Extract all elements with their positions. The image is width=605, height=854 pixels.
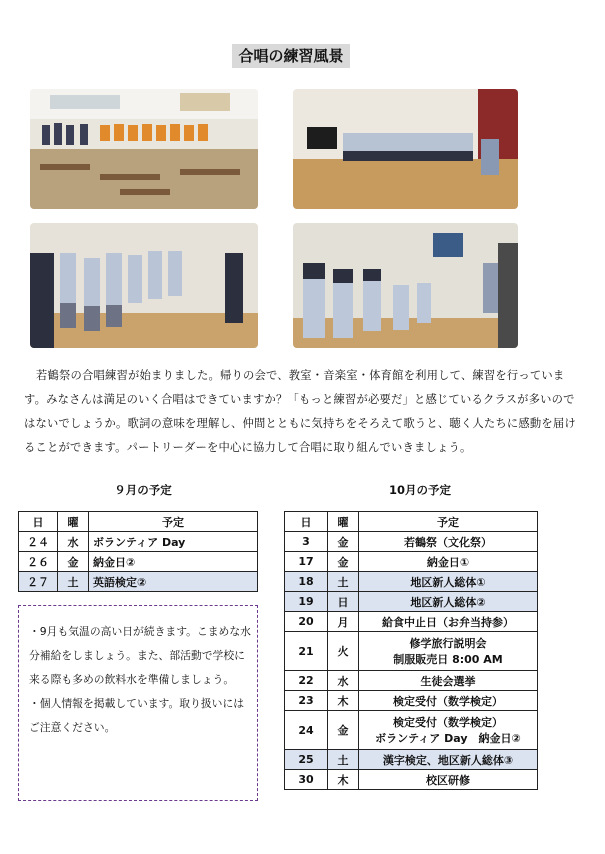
row-event-line2: ボランティア Day 納金日② [375, 732, 521, 745]
table-row [285, 691, 538, 711]
col-day-header: 日 [19, 512, 58, 532]
photo-gym-practice-line [30, 223, 258, 348]
row-event: 漢字検定、地区新人総体③ [359, 750, 538, 770]
row-event: 若鶴祭（文化祭） [359, 532, 538, 552]
row-day: 22 [285, 671, 328, 691]
sept-caption: ９月の予定 [114, 483, 172, 497]
notice-privacy: ・個人情報を掲載しています。取り扱いにはご注意ください。 [29, 697, 245, 734]
row-day: 23 [285, 691, 328, 711]
col-event-header: 予定 [359, 512, 538, 532]
row-dow: 土 [58, 572, 89, 592]
sept-schedule-table [18, 511, 258, 592]
col-day-header: 日 [285, 512, 328, 532]
row-event: 生徒会選挙 [359, 671, 538, 691]
table-row [285, 612, 538, 632]
table-row [19, 532, 258, 552]
row-event [359, 711, 538, 750]
row-dow: 土 [328, 750, 359, 770]
oct-schedule-table [284, 511, 538, 790]
photo-gym-practice-group [293, 223, 518, 348]
row-event: 校区研修 [359, 770, 538, 790]
oct-caption: 10月の予定 [388, 483, 451, 497]
row-dow: 日 [328, 592, 359, 612]
table-row [285, 671, 538, 691]
photo-music-room-practice [293, 89, 518, 209]
row-day: 18 [285, 572, 328, 592]
table-row [285, 750, 538, 770]
table-row [285, 770, 538, 790]
row-event-line2: 制服販売日 8:00 AM [393, 653, 503, 666]
row-dow: 金 [328, 532, 359, 552]
practice-description [24, 364, 582, 460]
row-dow: 木 [328, 691, 359, 711]
col-dow-header: 曜 [328, 512, 359, 532]
row-dow: 火 [328, 632, 359, 671]
row-day: 20 [285, 612, 328, 632]
col-dow-header: 曜 [58, 512, 89, 532]
table-row [285, 572, 538, 592]
row-dow: 水 [58, 532, 89, 552]
row-day: ２７ [19, 572, 58, 592]
row-event: 納金日② [89, 552, 258, 572]
col-event-header: 予定 [89, 512, 258, 532]
row-dow: 金 [58, 552, 89, 572]
row-event: 地区新人総体② [359, 592, 538, 612]
row-day: 3 [285, 532, 328, 552]
row-event: 英語検定② [89, 572, 258, 592]
row-event: 地区新人総体① [359, 572, 538, 592]
row-day: 24 [285, 711, 328, 750]
row-day: 21 [285, 632, 328, 671]
row-event-line1: 検定受付（数学検定） [393, 716, 503, 729]
practice-description-text: 若鶴祭の合唱練習が始まりました。帰りの会で、教室・音楽室・体育館を利用して、練習を行っています。みなさんは満足のいく合唱はできていますか？「もっと練習が必要だ」と感じているクラスが多いのではないでしょうか。歌詞の意味を理解し、仲間とともに気持ちをそろえて歌うと、聴く人たちに感動を届けることができます。パートリーダーを中心に協力して合唱に取り組んでいきましょう。 [24, 369, 576, 454]
row-dow: 金 [328, 711, 359, 750]
row-event: 検定受付（数学検定） [359, 691, 538, 711]
row-event: 納金日① [359, 552, 538, 572]
row-day: 25 [285, 750, 328, 770]
table-row [285, 632, 538, 671]
row-event [359, 632, 538, 671]
row-event-line1: 修学旅行説明会 [409, 637, 487, 650]
row-dow: 金 [328, 552, 359, 572]
row-dow: 土 [328, 572, 359, 592]
row-day: 19 [285, 592, 328, 612]
photo-classroom-practice [30, 89, 258, 209]
table-row [19, 552, 258, 572]
notice-box [18, 605, 258, 801]
row-dow: 月 [328, 612, 359, 632]
page-title: 合唱の練習風景 [232, 44, 350, 68]
row-day: 30 [285, 770, 328, 790]
notice-hydration: ・9月も気温の高い日が続きます。こまめな水分補給をしましょう。また、部活動で学校に来る際も多めの飲料水を準備しましょう。 [29, 625, 251, 686]
row-dow: 水 [328, 671, 359, 691]
row-day: ２４ [19, 532, 58, 552]
row-day: 17 [285, 552, 328, 572]
row-event: ボランティア Day [89, 532, 258, 552]
row-dow: 木 [328, 770, 359, 790]
row-event: 給食中止日（お弁当持参） [359, 612, 538, 632]
table-row [19, 572, 258, 592]
table-row [285, 552, 538, 572]
table-row [285, 711, 538, 750]
table-row [285, 532, 538, 552]
row-day: ２６ [19, 552, 58, 572]
table-row [285, 592, 538, 612]
